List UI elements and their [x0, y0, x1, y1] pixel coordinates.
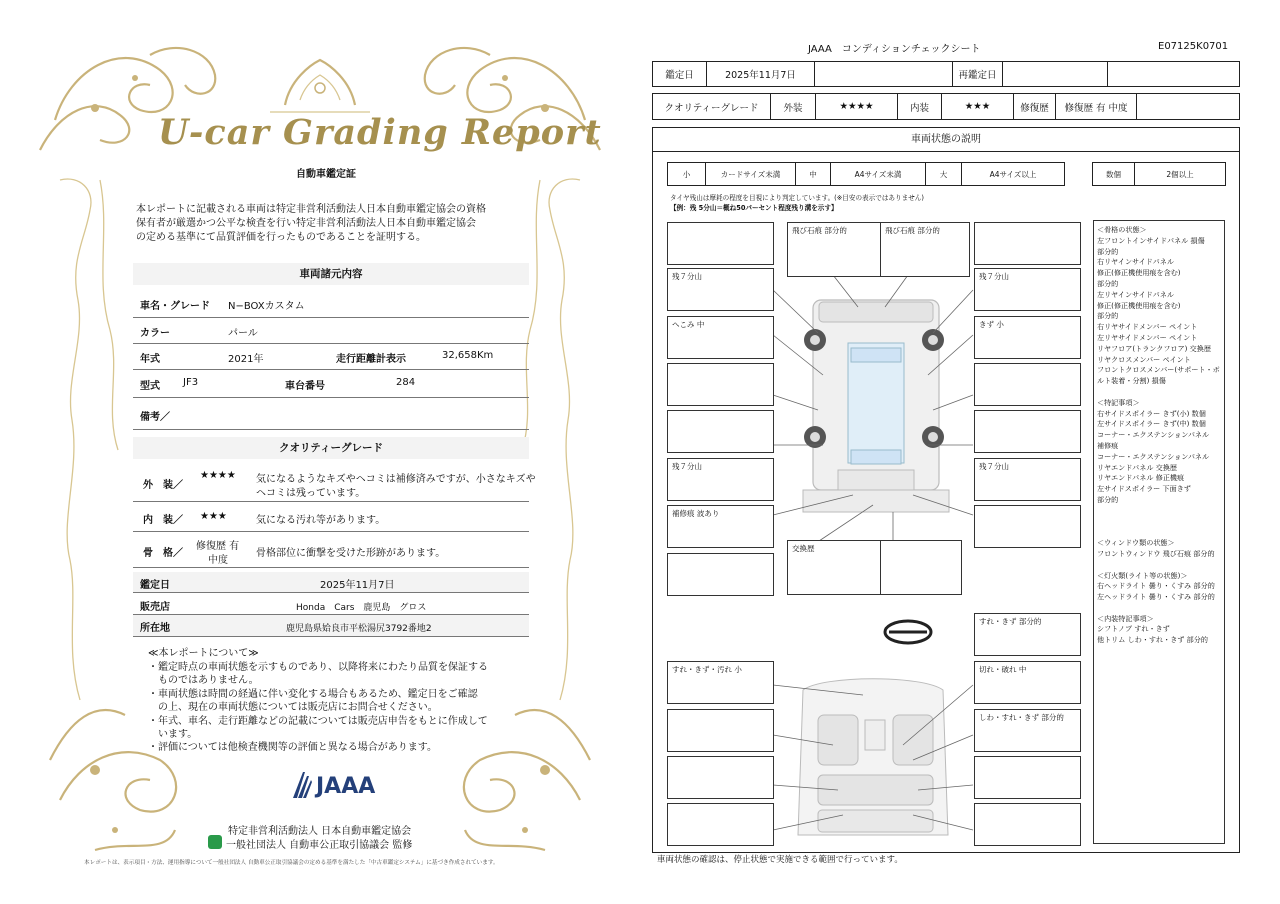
note-line: 補修痕: [1097, 440, 1119, 450]
ext-label: 外装: [783, 102, 803, 114]
spec-year-label: 年式: [140, 354, 160, 365]
reappraisal-label-cell: [953, 62, 1003, 86]
spec-name-label: 車名・グレード: [140, 301, 210, 312]
note-line: ＜内装特記事項＞: [1097, 613, 1154, 623]
sheet-title: JAAA コンディションチェックシート: [808, 44, 981, 55]
note-line: ＜灯火類(ライト等の状態)＞: [1097, 570, 1188, 580]
repair-value-cell: [1056, 94, 1137, 119]
int-stars: ★★★: [964, 101, 991, 112]
quality-exterior-text-1: 気になるようなキズやヘコミは補修済みですが、小さなキズや: [256, 474, 536, 485]
scratch-r-text: きず 小: [979, 320, 1004, 329]
note-line: リヤフロア(トランクフロア) 交換歴: [1097, 343, 1211, 353]
ext-label-cell: [771, 94, 816, 119]
notice-line-5: ・年式、車名、走行距離などの記載については販売店申告をもとに作成して: [148, 716, 488, 727]
sheet-footer: 車両状態の確認は、停止状態で実施できる範囲で行っています。: [657, 855, 903, 865]
repair-value: 修復歴 有 中度: [1064, 102, 1128, 114]
quality-exterior-stars: ★★★★: [200, 470, 236, 481]
dealer-value: Honda Cars 鹿児島 グロス: [296, 603, 427, 613]
front-right-text: 飛び石痕 部分的: [885, 226, 940, 235]
condition-box-r7: [974, 505, 1081, 548]
legend-large-desc-label: A4サイズ以上: [989, 169, 1037, 179]
address-value: 鹿児島県姶良市平松湯尻3792番地2: [286, 624, 432, 634]
note-line: 左リヤインサイドパネル: [1097, 289, 1174, 299]
note-line: 右ヘッドライト 曇り・くすみ 部分的: [1097, 581, 1215, 591]
grade-row: [652, 93, 1240, 120]
address-label: 所在地: [140, 623, 170, 634]
note-line: 左リヤサイドメンバー ペイント: [1097, 332, 1198, 342]
legend-count-desc: [1135, 163, 1225, 185]
dent-l-text: へこみ 中: [672, 320, 705, 329]
date-value: 2025年11月7日: [725, 70, 796, 81]
legend-count-label: 数個: [1106, 169, 1121, 179]
dealer-label: 販売店: [140, 602, 170, 613]
size-legend: [667, 162, 1065, 186]
note-line: ＜ウィンドウ類の状態＞: [1097, 538, 1175, 548]
note-line: 右リヤインサイドパネル: [1097, 257, 1174, 267]
quality-frame-text: 骨格部位に衝撃を受けた形跡があります。: [256, 548, 446, 559]
quality-frame-value-1: 修復歴 有: [196, 541, 240, 552]
note-line: フロントクロスメンバー(サポート・ボ: [1097, 365, 1220, 375]
legend-small-desc-label: カードサイズ未満: [720, 169, 781, 179]
intro-line-3: の定める基準にて品質評価を行ったものであることを証明する。: [136, 232, 426, 243]
fair-trade-icon: [208, 835, 222, 849]
note-line: リヤクロスメンバー ペイント: [1097, 354, 1191, 364]
date-value-cell: [707, 62, 815, 86]
tire-note-2: 【例：残 5分山＝概ね50パーセント程度残り溝を示す】: [670, 204, 838, 212]
legend-count: [1093, 163, 1135, 185]
note-line: 部分的: [1097, 278, 1119, 288]
condition-box-l8: [667, 553, 774, 596]
jaaa-logo-icon: [291, 770, 313, 800]
legend-medium-desc-label: A4サイズ未満: [854, 169, 902, 179]
tire-note-1: タイヤ残山は摩耗の程度を目視により判定しています。(※目安の表示ではありません): [670, 194, 924, 202]
report-title-script: U-car Grading Report: [158, 112, 602, 153]
note-line: リヤエンドパネル 交換歴: [1097, 462, 1178, 472]
notes-panel: [1093, 220, 1225, 844]
condition-box-seat-l: [667, 661, 774, 704]
seat-r2-text: しわ・すれ・きず 部分的: [979, 713, 1064, 722]
condition-box-scratch-r: [974, 316, 1081, 359]
spec-mileage-label: 走行距離計表示: [336, 354, 406, 365]
condition-box-i6: [974, 803, 1081, 846]
spec-chassis-label: 車台番号: [285, 381, 325, 392]
tire-rl-text: 残７分山: [672, 462, 702, 471]
note-line: [1097, 560, 1221, 571]
spec-row-color: [133, 318, 529, 344]
spec-year-value: 2021年: [228, 354, 264, 365]
note-line: 左サイドスポイラー 下面きず: [1097, 484, 1191, 494]
quality-exterior-label: 外 装／: [143, 480, 183, 491]
note-line: 右サイドスポイラー きず(小) 数個: [1097, 408, 1206, 418]
int-label-cell: [898, 94, 942, 119]
condition-box-dent-l: [667, 316, 774, 359]
notice-line-4: の上、現在の車両状態については販売店にお問合せください。: [148, 702, 438, 713]
spec-chassis-value: 284: [396, 377, 416, 388]
condition-box-seat-r1: [974, 661, 1081, 704]
condition-box-i4: [974, 756, 1081, 799]
appraisal-date-label: 鑑定日: [140, 580, 170, 591]
note-line: [1097, 603, 1221, 614]
repair-l-text: 補修痕 波あり: [672, 509, 720, 518]
condition-box-i5: [667, 803, 774, 846]
note-line: 部分的: [1097, 246, 1119, 256]
quality-header: クオリティーグレード: [133, 437, 529, 459]
reappraisal-label: 再鑑定日: [958, 70, 997, 81]
spec-model-label: 型式: [140, 381, 160, 392]
date-row: [652, 61, 1240, 87]
date-label: 鑑定日: [665, 70, 694, 81]
quality-interior-label: 内 装／: [143, 515, 183, 526]
legend-large-label: 大: [939, 169, 948, 179]
repair-label: 修復歴: [1020, 102, 1049, 114]
legend-small-label: 小: [682, 169, 691, 179]
certificate-subtitle: 自動車鑑定証: [296, 169, 356, 180]
tire-fr-text: 残７分山: [979, 272, 1009, 281]
count-legend: [1092, 162, 1226, 186]
note-line: 左フロントインサイドパネル 損傷: [1097, 235, 1205, 245]
condition-box-tire-fl: [667, 268, 774, 311]
condition-box-rear-right: [880, 540, 962, 595]
notice-line-1: ・鑑定時点の車両状態を示すものであり、以降将来にわたり品質を保証する: [148, 662, 488, 673]
sheet-code: E07125K0701: [1158, 41, 1229, 52]
note-line: 他トリム しわ・すれ・きず 部分的: [1097, 635, 1208, 645]
date-label-cell: [653, 62, 707, 86]
condition-box-l1: [667, 222, 774, 265]
intro-line-2: 保有者が厳選かつ公平な検査を行い特定非営利活動法人日本自動車鑑定協会: [136, 218, 476, 229]
condition-box-repair-l: [667, 505, 774, 548]
org-name-1: 特定非営利活動法人 日本自動車鑑定協会: [228, 826, 412, 837]
note-line: [1097, 527, 1221, 538]
note-line: ＜特記事項＞: [1097, 397, 1140, 407]
note-line: ルト装着・分割) 損傷: [1097, 376, 1166, 386]
condition-box-r1: [974, 222, 1081, 265]
front-left-text: 飛び石痕 部分的: [792, 226, 847, 235]
legend-medium-desc: [831, 163, 926, 185]
condition-box-l4: [667, 363, 774, 406]
note-line: リヤエンドパネル 修正機痕: [1097, 473, 1185, 483]
notice-line-3: ・車両状態は時間の経過に伴い変化する場合もあるため、鑑定日をご確認: [148, 689, 478, 700]
spec-mileage-value: 32,658Km: [442, 350, 494, 361]
seat-l-text: すれ・きず・汚れ 小: [672, 665, 742, 674]
notice-line-7: ・評価については他検査機関等の評価と異なる場合があります。: [148, 742, 437, 753]
note-line: コーナー・エクステンションパネル: [1097, 451, 1210, 461]
note-line: フロントウィンドウ 飛び石痕 部分的: [1097, 548, 1215, 558]
spec-remarks-label: 備考／: [140, 412, 170, 423]
legend-large-desc: [962, 163, 1064, 185]
note-line: 右リヤサイドメンバー ペイント: [1097, 322, 1198, 332]
explanation-header: 車両状態の説明: [653, 128, 1239, 152]
legend-large: [926, 163, 962, 185]
note-line: [1097, 517, 1221, 528]
spec-color-label: カラー: [140, 328, 170, 339]
grade-label: クオリティーグレード: [664, 102, 759, 114]
note-line: 修正(修正機使用痕を含む): [1097, 300, 1181, 310]
spec-color-value: パール: [228, 328, 258, 339]
note-line: [1097, 387, 1221, 398]
note-line: ＜骨格の状態＞: [1097, 225, 1147, 234]
org-name-2: 一般社団法人 自動車公正取引協議会 監修: [226, 840, 413, 851]
notice-line-2: ものではありません。: [148, 675, 259, 686]
condition-box-i2: [667, 709, 774, 752]
steering-text: すれ・きず 部分的: [979, 617, 1042, 626]
repair-label-cell: [1014, 94, 1056, 119]
quality-frame-value-2: 中度: [208, 555, 228, 566]
condition-box-i3: [667, 756, 774, 799]
quality-interior-stars: ★★★: [200, 511, 227, 522]
condition-box-l5: [667, 410, 774, 453]
specs-header: 車両諸元内容: [133, 263, 529, 285]
legend-medium-label: 中: [809, 169, 817, 179]
reappraisal-value-cell: [1003, 62, 1108, 86]
int-stars-cell: [942, 94, 1014, 119]
spec-name-value: N−BOXカスタム: [228, 301, 305, 312]
condition-box-front-right: [880, 222, 970, 277]
ext-stars-cell: [816, 94, 898, 119]
quality-exterior-text-2: ヘコミは残っています。: [256, 488, 366, 499]
condition-box-r5: [974, 410, 1081, 453]
condition-box-r4: [974, 363, 1081, 406]
condition-box-tire-fr: [974, 268, 1081, 311]
note-line: 修正(修正機使用痕を含む): [1097, 268, 1181, 278]
grade-label-cell: [653, 94, 771, 119]
legend-medium: [796, 163, 831, 185]
seat-r1-text: 切れ・破れ 中: [979, 665, 1027, 674]
ext-stars: ★★★★: [839, 101, 874, 112]
appraisal-date-value: 2025年11月7日: [320, 580, 395, 591]
notice-title: ≪本レポートについて≫: [148, 648, 259, 659]
note-line: 部分的: [1097, 494, 1119, 504]
note-line: 左サイドスポイラー きず(中) 数個: [1097, 419, 1206, 429]
certificate-footnote: 本レポートは、表示項目・方法、運用指導について一般社団法人 自動車公正取引協議会の定める基準を満たした「中古車鑑定システム」に基づき作成されています。: [84, 860, 499, 866]
condition-box-steering: [974, 613, 1081, 656]
note-line: 部分的: [1097, 311, 1119, 321]
legend-count-desc-label: 2個以上: [1166, 169, 1194, 179]
tire-fl-text: 残７分山: [672, 272, 702, 281]
note-line: コーナー・エクステンションパネル: [1097, 430, 1210, 440]
replace-rear-text: 交換歴: [792, 544, 815, 553]
condition-box-tire-rl: [667, 458, 774, 501]
legend-small-desc: [706, 163, 796, 185]
tire-rr-text: 残７分山: [979, 462, 1009, 471]
note-line: 左ヘッドライト 曇り・くすみ 部分的: [1097, 592, 1215, 602]
quality-interior-text: 気になる汚れ等があります。: [256, 515, 386, 526]
int-label: 内装: [909, 102, 929, 114]
spec-row-remarks: [133, 398, 529, 430]
date-blank-cell: [815, 62, 953, 86]
notice-line-6: います。: [148, 729, 198, 740]
jaaa-logo-text: JAAA: [316, 774, 376, 799]
spec-model-value: JF3: [183, 377, 199, 388]
condition-box-seat-r2: [974, 709, 1081, 752]
note-line: [1097, 506, 1221, 517]
legend-small: [668, 163, 706, 185]
note-line: シフトノブ すれ・きず: [1097, 624, 1170, 634]
condition-box-tire-rr: [974, 458, 1081, 501]
intro-line-1: 本レポートに記載される車両は特定非営利活動法人日本自動車鑑定協会の資格: [136, 204, 486, 215]
quality-frame-label: 骨 格／: [143, 548, 183, 559]
